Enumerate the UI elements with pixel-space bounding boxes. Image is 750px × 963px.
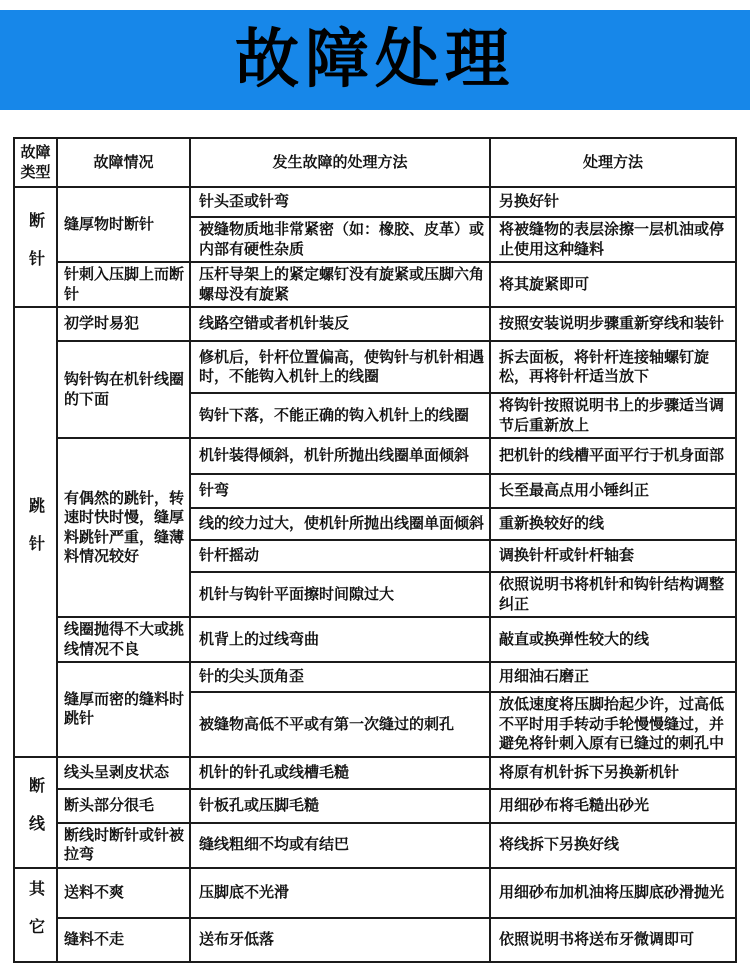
solution-cell: 长至最高点用小锤纠正 bbox=[490, 474, 736, 508]
solution-cell: 把机针的线槽平面平行于机身面部 bbox=[490, 438, 736, 474]
solution-cell: 用细砂布将毛糙出砂光 bbox=[490, 789, 736, 823]
cause-cell: 机针与钩针平面擦时间隙过大 bbox=[190, 572, 490, 617]
solution-cell: 重新换较好的线 bbox=[490, 508, 736, 540]
solution-cell: 将线拆下另换好线 bbox=[490, 823, 736, 868]
solution-cell: 将原有机针拆下另换新机针 bbox=[490, 757, 736, 789]
solution-cell: 用细砂布加机油将压脚底砂滑抛光 bbox=[490, 868, 736, 918]
table-row bbox=[14, 823, 736, 868]
cause-cell: 线的绞力过大，使机针所抛出线圈单面倾斜 bbox=[190, 508, 490, 540]
situation-cell: 缝厚物时断针 bbox=[57, 187, 190, 262]
cause-cell: 钩针下落，不能正确的钩入机针上的线圈 bbox=[190, 393, 490, 438]
cause-cell: 修机后，针杆位置偏高，使钩针与机针相遇时，不能钩入机针上的线圈 bbox=[190, 341, 490, 393]
solution-cell: 放低速度将压脚抬起少许，过高低不平时用手转动手轮慢慢缝过，并避免将针刺入原有已缝过的刺孔中 bbox=[490, 692, 736, 757]
solution-cell: 用细油石磨正 bbox=[490, 662, 736, 692]
cause-cell: 机背上的过线弯曲 bbox=[190, 617, 490, 662]
page-title: 故障处理 bbox=[235, 23, 515, 97]
situation-cell: 有偶然的跳针，转速时快时慢，缝厚料跳针严重，缝薄料情况较好 bbox=[57, 438, 190, 617]
title-banner bbox=[0, 10, 750, 110]
cause-cell: 针板孔或压脚毛糙 bbox=[190, 789, 490, 823]
solution-cell: 另换好针 bbox=[490, 187, 736, 217]
solution-cell: 依照说明书将送布牙微调即可 bbox=[490, 918, 736, 962]
header-fault-type: 故障类型 bbox=[14, 138, 57, 187]
situation-cell: 钩针钩在机针线圈的下面 bbox=[57, 341, 190, 438]
cause-cell: 压杆导架上的紧定螺钉没有旋紧或压脚六角螺母没有旋紧 bbox=[190, 262, 490, 307]
situation-cell: 断线时断针或针被拉弯 bbox=[57, 823, 190, 868]
situation-cell: 送料不爽 bbox=[57, 868, 190, 918]
table-row bbox=[14, 662, 736, 692]
table-row bbox=[14, 307, 736, 341]
cause-cell: 缝线粗细不均或有结巴 bbox=[190, 823, 490, 868]
troubleshooting-table bbox=[13, 137, 737, 963]
table-row bbox=[14, 617, 736, 662]
solution-cell: 将被缝物的表层涂擦一层机油或停止使用这种缝料 bbox=[490, 217, 736, 262]
table-row bbox=[14, 438, 736, 474]
table-row bbox=[14, 789, 736, 823]
table-row bbox=[14, 187, 736, 217]
table-row bbox=[14, 918, 736, 962]
cause-cell: 被缝物质地非常紧密（如：橡胶、皮革）或内部有硬性杂质 bbox=[190, 217, 490, 262]
situation-cell: 线头呈剥皮状态 bbox=[57, 757, 190, 789]
table-row bbox=[14, 262, 736, 307]
cause-cell: 针的尖头顶角歪 bbox=[190, 662, 490, 692]
table-row bbox=[14, 341, 736, 393]
table-row bbox=[14, 868, 736, 918]
solution-cell: 敲直或换弹性较大的线 bbox=[490, 617, 736, 662]
cause-cell: 线路空错或者机针装反 bbox=[190, 307, 490, 341]
cause-cell: 被缝物高低不平或有第一次缝过的刺孔 bbox=[190, 692, 490, 757]
header-treatment: 处理方法 bbox=[490, 138, 736, 187]
situation-cell: 缝料不走 bbox=[57, 918, 190, 962]
fault-type-cell bbox=[14, 868, 57, 963]
fault-type-cell bbox=[14, 307, 57, 757]
fault-type-label: 断针 bbox=[26, 211, 46, 288]
situation-cell: 线圈抛得不大或挑线情况不良 bbox=[57, 617, 190, 662]
header-fault-situation: 故障情况 bbox=[57, 138, 190, 187]
solution-cell: 将其旋紧即可 bbox=[490, 262, 736, 307]
cause-cell: 针弯 bbox=[190, 474, 490, 508]
solution-cell: 按照安装说明步骤重新穿线和装针 bbox=[490, 307, 736, 341]
cause-cell: 送布牙低落 bbox=[190, 918, 490, 962]
solution-cell: 调换针杆或针杆轴套 bbox=[490, 540, 736, 572]
cause-cell: 针杆摇动 bbox=[190, 540, 490, 572]
header-fault-cause: 发生故障的处理方法 bbox=[190, 138, 490, 187]
solution-cell: 将钩针按照说明书上的步骤适当调节后重新放上 bbox=[490, 393, 736, 438]
solution-cell: 依照说明书将机针和钩针结构调整纠正 bbox=[490, 572, 736, 617]
cause-cell: 针头歪或针弯 bbox=[190, 187, 490, 217]
situation-cell: 针刺入压脚上而断针 bbox=[57, 262, 190, 307]
solution-cell: 拆去面板，将针杆连接轴螺钉旋松，再将针杆适当放下 bbox=[490, 341, 736, 393]
situation-cell: 断头部分很毛 bbox=[57, 789, 190, 823]
table-row bbox=[14, 757, 736, 789]
fault-type-label: 断线 bbox=[26, 776, 46, 853]
fault-type-label: 其它 bbox=[26, 879, 46, 956]
fault-type-label: 跳针 bbox=[26, 496, 46, 573]
cause-cell: 压脚底不光滑 bbox=[190, 868, 490, 918]
cause-cell: 机针装得倾斜，机针所抛出线圈单面倾斜 bbox=[190, 438, 490, 474]
fault-type-cell bbox=[14, 187, 57, 307]
fault-type-cell bbox=[14, 757, 57, 868]
situation-cell: 初学时易犯 bbox=[57, 307, 190, 341]
situation-cell: 缝厚而密的缝料时跳针 bbox=[57, 662, 190, 757]
cause-cell: 机针的针孔或线槽毛糙 bbox=[190, 757, 490, 789]
table-header-row bbox=[14, 138, 736, 187]
